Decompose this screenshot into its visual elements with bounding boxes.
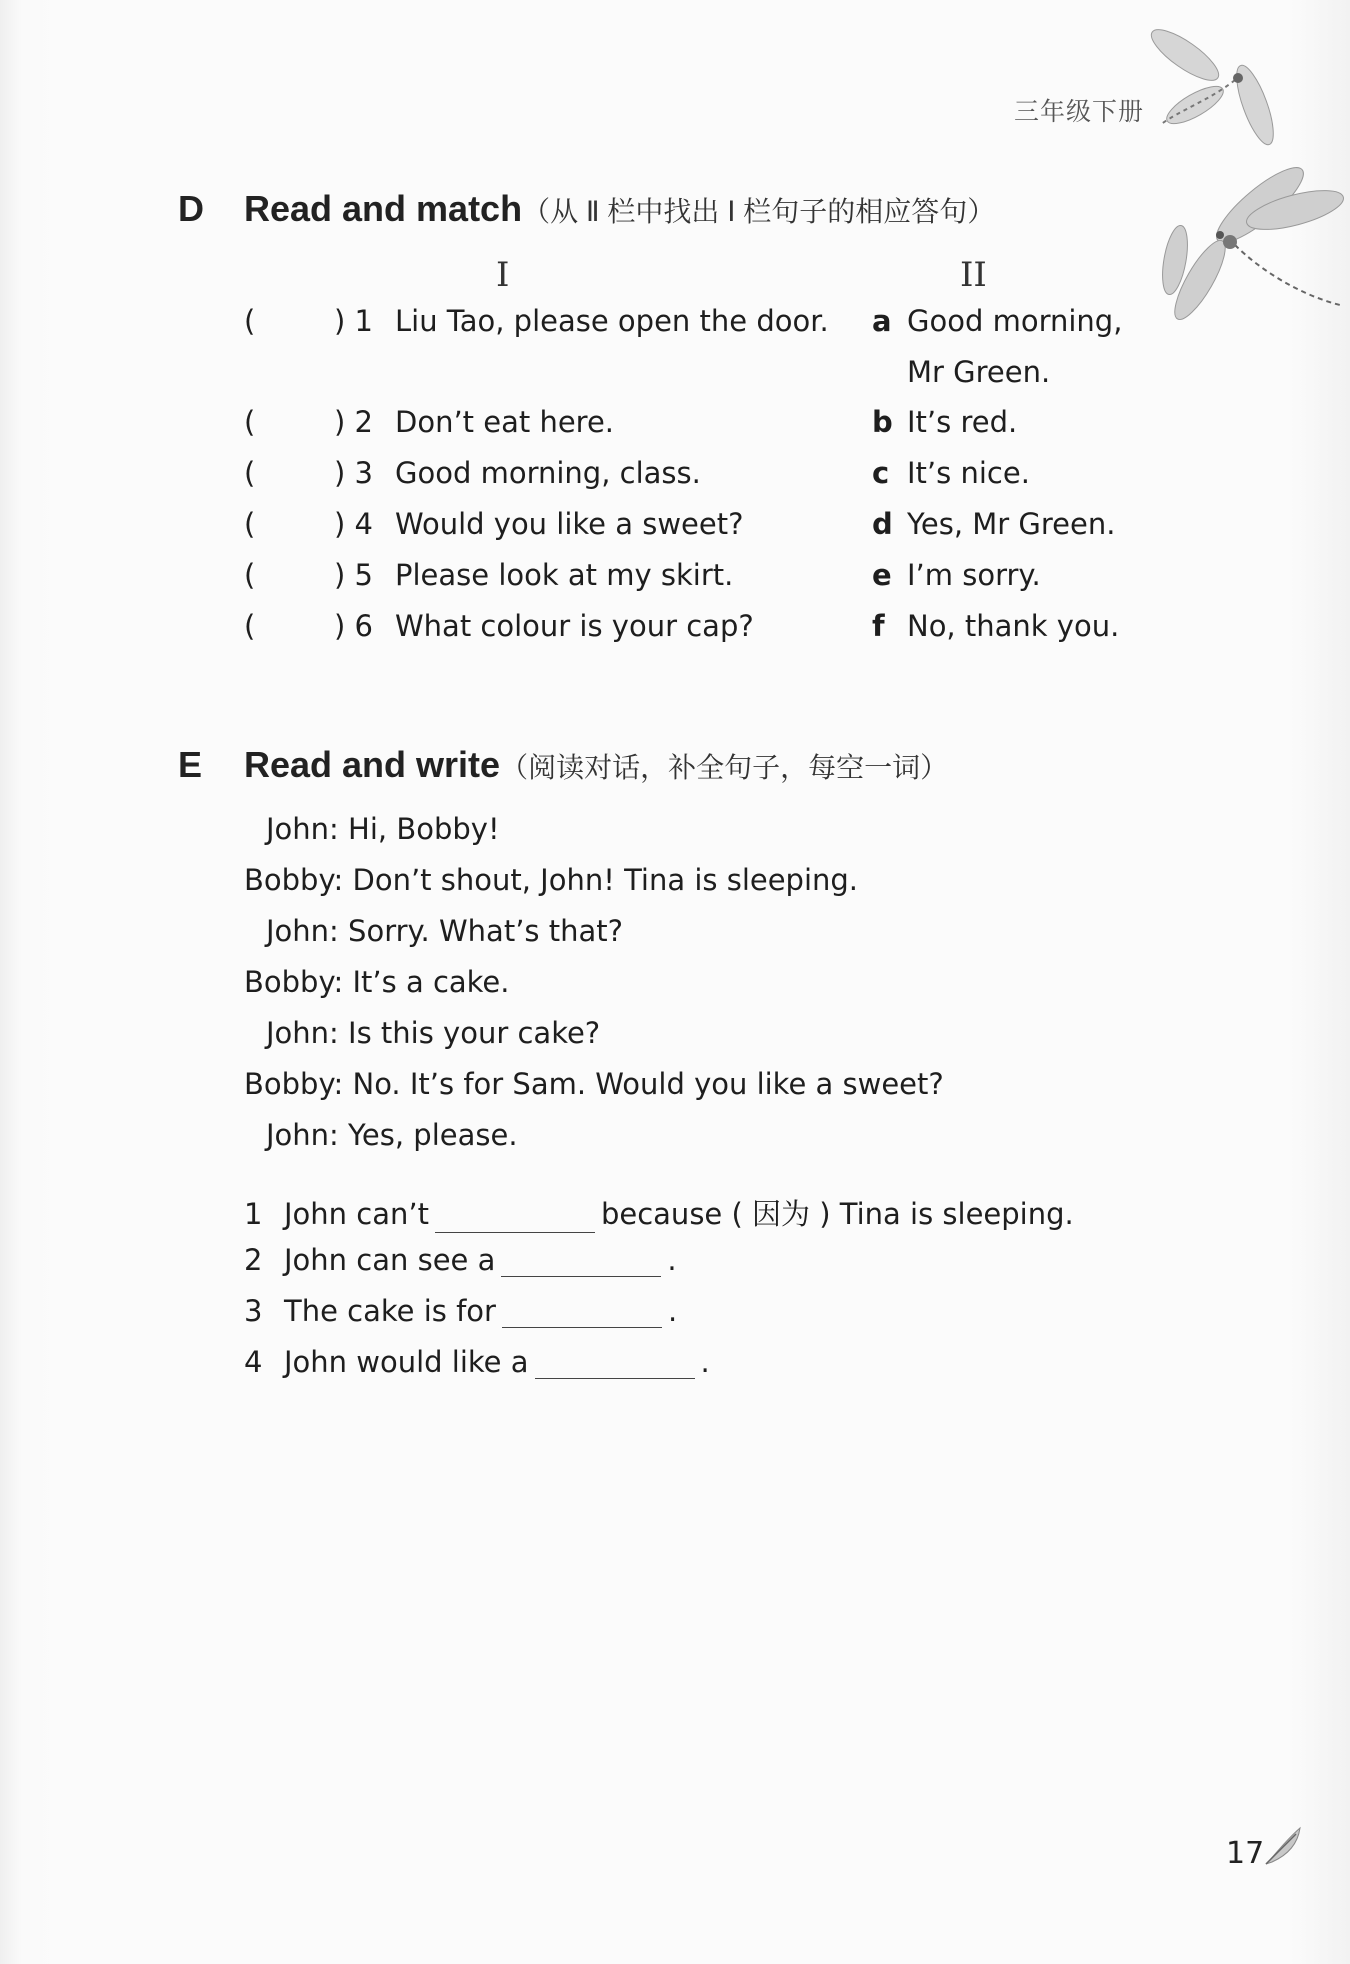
section-d-title-text: Read and match: [244, 188, 523, 229]
question-text-after: .: [667, 1294, 678, 1328]
question-text-before: John can see a: [284, 1243, 496, 1277]
column-1-heading: I: [496, 255, 510, 295]
answer-letter: f: [872, 609, 885, 643]
match-row: [0, 456, 1350, 506]
match-row: [0, 304, 1350, 354]
answer-letter: d: [872, 507, 893, 541]
section-e-title: [244, 744, 948, 786]
answer-text: Good morning,: [907, 304, 1123, 338]
match-row: [0, 507, 1350, 557]
question-text: Please look at my skirt.: [395, 558, 734, 592]
question-number: 3: [244, 1294, 263, 1328]
match-row: [0, 558, 1350, 608]
dialog-line: Bobby: It’s a cake.: [244, 965, 510, 999]
answer-blank[interactable]: [501, 1246, 661, 1277]
answer-text: No, thank you.: [907, 609, 1120, 643]
question-text: Liu Tao, please open the door.: [395, 304, 829, 338]
fill-in-question: [244, 1294, 677, 1328]
answer-paren-open: (: [244, 558, 256, 592]
dialog-line: John: Hi, Bobby!: [266, 812, 500, 846]
answer-paren-close: ) 4: [334, 507, 373, 541]
section-d-title: [244, 188, 995, 230]
answer-paren-close: ) 2: [334, 405, 373, 439]
column-2-heading: II: [960, 255, 987, 295]
question-number: 4: [244, 1345, 263, 1379]
question-text: Good morning, class.: [395, 456, 701, 490]
question-text-before: John can’t: [284, 1197, 429, 1231]
answer-text: It’s red.: [907, 405, 1018, 439]
answer-letter: b: [872, 405, 893, 439]
answer-paren-open: (: [244, 456, 256, 490]
question-text-after: because ( 因为 ) Tina is sleeping.: [600, 1197, 1074, 1231]
dialog-line: John: Sorry. What’s that?: [266, 914, 624, 948]
answer-paren-close: ) 6: [334, 609, 373, 643]
answer-text: It’s nice.: [907, 456, 1030, 490]
answer-blank[interactable]: [502, 1297, 662, 1328]
question-number: 1: [244, 1197, 263, 1231]
question-text: Don’t eat here.: [395, 405, 615, 439]
answer-paren-open: (: [244, 405, 256, 439]
question-number: 2: [244, 1243, 263, 1277]
question-text: Would you like a sweet?: [395, 507, 744, 541]
match-row: [0, 355, 1350, 405]
answer-text: Yes, Mr Green.: [907, 507, 1116, 541]
match-row: [0, 405, 1350, 455]
answer-letter: e: [872, 558, 892, 592]
fill-in-question: [244, 1192, 1074, 1233]
answer-blank[interactable]: [435, 1202, 595, 1233]
match-row: [0, 609, 1350, 659]
answer-paren-open: (: [244, 507, 256, 541]
dialog-line: John: Is this your cake?: [266, 1016, 601, 1050]
answer-paren-open: (: [244, 304, 256, 338]
answer-letter: c: [872, 456, 890, 490]
question-text-before: The cake is for: [284, 1294, 496, 1328]
answer-text: Mr Green.: [907, 355, 1051, 389]
answer-paren-close: ) 5: [334, 558, 373, 592]
fill-in-question: [244, 1345, 710, 1379]
answer-paren-open: (: [244, 609, 256, 643]
answer-letter: a: [872, 304, 892, 338]
question-text-before: John would like a: [284, 1345, 529, 1379]
answer-paren-close: ) 1: [334, 304, 373, 338]
answer-paren-close: ) 3: [334, 456, 373, 490]
question-text: What colour is your cap?: [395, 609, 754, 643]
grade-label: 三年级下册: [1014, 97, 1145, 126]
question-text-after: .: [700, 1345, 710, 1379]
feather-icon: [1262, 1824, 1306, 1868]
section-e-letter: E: [178, 744, 203, 785]
dialog-line: Bobby: Don’t shout, John! Tina is sleeping.: [244, 863, 859, 897]
section-d-letter: D: [178, 188, 204, 229]
section-e-title-text: Read and write: [244, 744, 501, 785]
answer-blank[interactable]: [535, 1348, 695, 1379]
section-e-note: （阅读对话，补全句子，每空一词）: [500, 752, 949, 783]
answer-text: I’m sorry.: [907, 558, 1041, 592]
section-d-note: （从 Ⅱ 栏中找出 Ⅰ 栏句子的相应答句）: [522, 196, 996, 227]
fill-in-question: [244, 1243, 677, 1277]
question-text-after: .: [667, 1243, 677, 1277]
dialog-line: John: Yes, please.: [266, 1118, 518, 1152]
dialog-line: Bobby: No. It’s for Sam. Would you like a sweet?: [244, 1067, 944, 1101]
page-number: 17: [1226, 1836, 1265, 1871]
